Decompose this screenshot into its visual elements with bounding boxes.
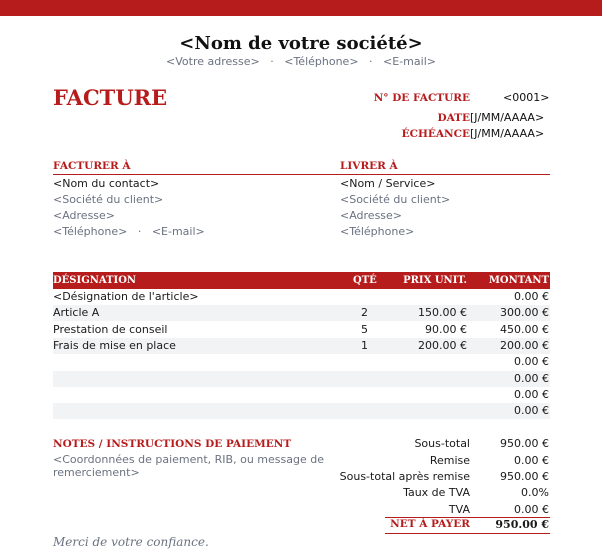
net-to-pay-label: NET À PAYER — [390, 518, 470, 530]
document-title: FACTURE — [53, 85, 168, 110]
cell-designation: Frais de mise en place — [53, 338, 176, 352]
cell-unit-price: 150.00 € — [418, 306, 467, 320]
company-email: <E-mail> — [383, 55, 436, 68]
cell-qty: 5 — [361, 322, 368, 336]
notes-text-line2: remerciement> — [53, 466, 140, 479]
ship-to-phone: <Téléphone> — [340, 225, 415, 238]
col-header-qty: QTÉ — [353, 275, 377, 286]
cell-amount: 0.00 € — [514, 371, 549, 385]
ship-to-company: <Société du client> — [340, 193, 451, 206]
cell-amount: 0.00 € — [514, 355, 549, 369]
net-bottom-rule — [385, 533, 550, 534]
top-accent-bar — [0, 0, 602, 16]
discount-value: 0.00 € — [514, 454, 549, 467]
cell-qty: 2 — [361, 306, 368, 320]
bill-to-company: <Société du client> — [53, 193, 164, 206]
invoice-due: [J/MM/AAAA> — [470, 127, 545, 140]
ship-to-address: <Adresse> — [340, 209, 403, 222]
bill-to-address: <Adresse> — [53, 209, 116, 222]
after-discount-value: 950.00 € — [500, 470, 549, 483]
cell-amount: 0.00 € — [514, 290, 549, 303]
cell-amount: 450.00 € — [500, 322, 549, 336]
invoice-number: <0001> — [503, 91, 550, 104]
cell-amount: 0.00 € — [514, 404, 549, 418]
cell-designation: Prestation de conseil — [53, 322, 168, 336]
bill-to-phone: <Téléphone> — [53, 225, 128, 238]
cell-unit-price: 200.00 € — [418, 338, 467, 352]
invoice-date-label: DATE — [437, 112, 470, 124]
bill-to-phone-email — [53, 225, 205, 238]
separator-dot: · — [369, 55, 373, 68]
invoice-number-label: N° DE FACTURE — [373, 92, 470, 104]
bill-to-email: <E-mail> — [151, 225, 205, 238]
bill-to-contact: <Nom du contact> — [53, 177, 160, 190]
notes-title: NOTES / INSTRUCTIONS DE PAIEMENT — [53, 438, 292, 450]
separator-dot: · — [137, 225, 142, 238]
cell-qty: 1 — [361, 338, 368, 352]
table-row — [53, 289, 550, 305]
col-header-amount: MONTANT — [488, 275, 549, 286]
company-address: <Votre adresse> — [166, 55, 260, 68]
cell-amount: 0.00 € — [514, 387, 549, 401]
discount-label: Remise — [429, 454, 470, 467]
col-header-unit-price: PRIX UNIT. — [403, 275, 467, 286]
cell-designation: <Désignation de l'article> — [53, 290, 199, 303]
cell-unit-price: 90.00 € — [425, 322, 467, 336]
invoice-date: [J/MM/AAAA> — [470, 111, 545, 124]
company-name: <Nom de votre société> — [179, 33, 423, 54]
cell-amount: 200.00 € — [500, 338, 549, 352]
cell-amount: 300.00 € — [500, 306, 549, 320]
company-phone: <Téléphone> — [284, 55, 359, 68]
separator-dot: · — [270, 55, 274, 68]
table-row — [53, 322, 550, 338]
table-row — [53, 305, 550, 321]
table-row — [53, 387, 550, 403]
subtotal-label: Sous-total — [414, 437, 470, 450]
invoice-due-label: ÉCHÉANCE — [401, 128, 470, 140]
tax-value: 0.00 € — [514, 503, 549, 516]
after-discount-label: Sous-total après remise — [339, 470, 470, 483]
tax-label: TVA — [448, 503, 470, 516]
net-to-pay-value: 950.00 € — [495, 518, 549, 531]
table-row — [53, 371, 550, 387]
notes-text-line1: <Coordonnées de paiement, RIB, ou message de — [53, 453, 324, 466]
table-row — [53, 338, 550, 354]
bill-to-title: FACTURER À — [53, 160, 131, 172]
tax-rate-value: 0.0% — [521, 486, 549, 499]
table-row — [53, 354, 550, 370]
table-row — [53, 403, 550, 419]
subtotal-value: 950.00 € — [500, 437, 549, 450]
cell-designation: Article A — [53, 306, 100, 320]
tax-rate-label: Taux de TVA — [403, 486, 470, 499]
company-contact-line — [0, 55, 602, 68]
ship-to-name: <Nom / Service> — [340, 177, 436, 190]
items-table-header — [53, 272, 550, 289]
thank-you-note: Merci de votre confiance. — [53, 535, 209, 549]
col-header-designation: DÉSIGNATION — [53, 275, 137, 286]
ship-to-title: LIVRER À — [340, 160, 398, 172]
section-divider — [53, 174, 550, 175]
